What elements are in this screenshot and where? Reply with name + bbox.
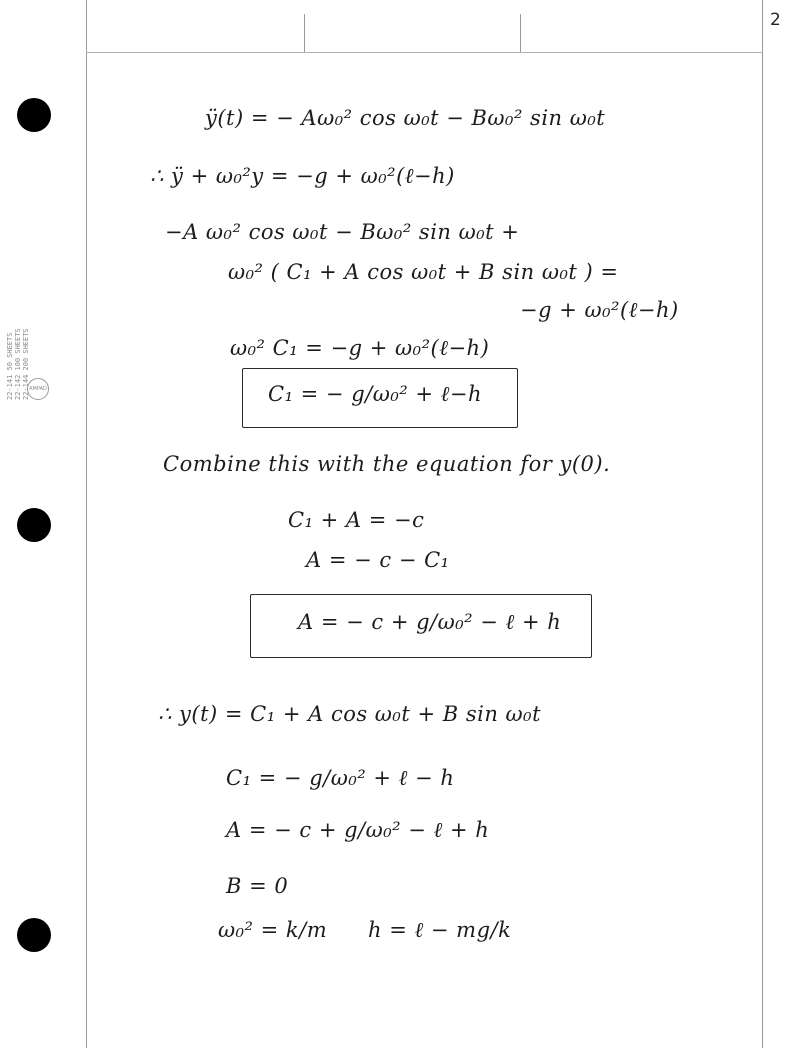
c1-plus-a-equation: C₁ + A = −c	[288, 508, 425, 532]
punch-hole	[17, 98, 51, 132]
a-equation: A = − c − C₁	[306, 548, 450, 572]
header-divider	[520, 14, 521, 52]
brand-line: 22-144 200 SHEETS	[22, 328, 30, 400]
right-margin-line	[762, 0, 763, 1048]
omega-summary: ω₀² = k/m	[218, 918, 328, 942]
punch-hole	[17, 918, 51, 952]
brand-line: 22-141 50 SHEETS	[6, 332, 14, 400]
c1-result: C₁ = − g/ω₀² + ℓ−h	[268, 382, 482, 406]
page-number: 2	[770, 10, 781, 30]
b-summary: B = 0	[226, 874, 289, 898]
combine-note: Combine this with the equation for y(0).	[163, 452, 611, 476]
punch-hole	[17, 508, 51, 542]
y-of-t-equation: ∴ y(t) = C₁ + A cos ω₀t + B sin ω₀t	[158, 702, 542, 726]
second-derivative-line: ÿ(t) = − Aω₀² cos ω₀t − Bω₀² sin ω₀t	[205, 106, 606, 130]
brand-logo: AMPAD	[27, 378, 49, 400]
substitution-line-2: ω₀² ( C₁ + A cos ω₀t + B sin ω₀t ) =	[228, 260, 619, 284]
h-summary: h = ℓ − mg/k	[368, 918, 512, 942]
header-divider	[304, 14, 305, 52]
a-result: A = − c + g/ω₀² − ℓ + h	[298, 610, 562, 634]
c1-equation: ω₀² C₁ = −g + ω₀²(ℓ−h)	[230, 336, 490, 360]
a-summary: A = − c + g/ω₀² − ℓ + h	[226, 818, 490, 842]
differential-equation-line: ∴ ÿ + ω₀²y = −g + ω₀²(ℓ−h)	[150, 164, 455, 188]
brand-line: 22-142 100 SHEETS	[14, 328, 22, 400]
header-line	[86, 52, 762, 53]
substitution-line-1: −A ω₀² cos ω₀t − Bω₀² sin ω₀t +	[165, 220, 520, 244]
substitution-line-3: −g + ω₀²(ℓ−h)	[520, 298, 679, 322]
left-margin-line	[86, 0, 87, 1048]
c1-summary: C₁ = − g/ω₀² + ℓ − h	[226, 766, 455, 790]
